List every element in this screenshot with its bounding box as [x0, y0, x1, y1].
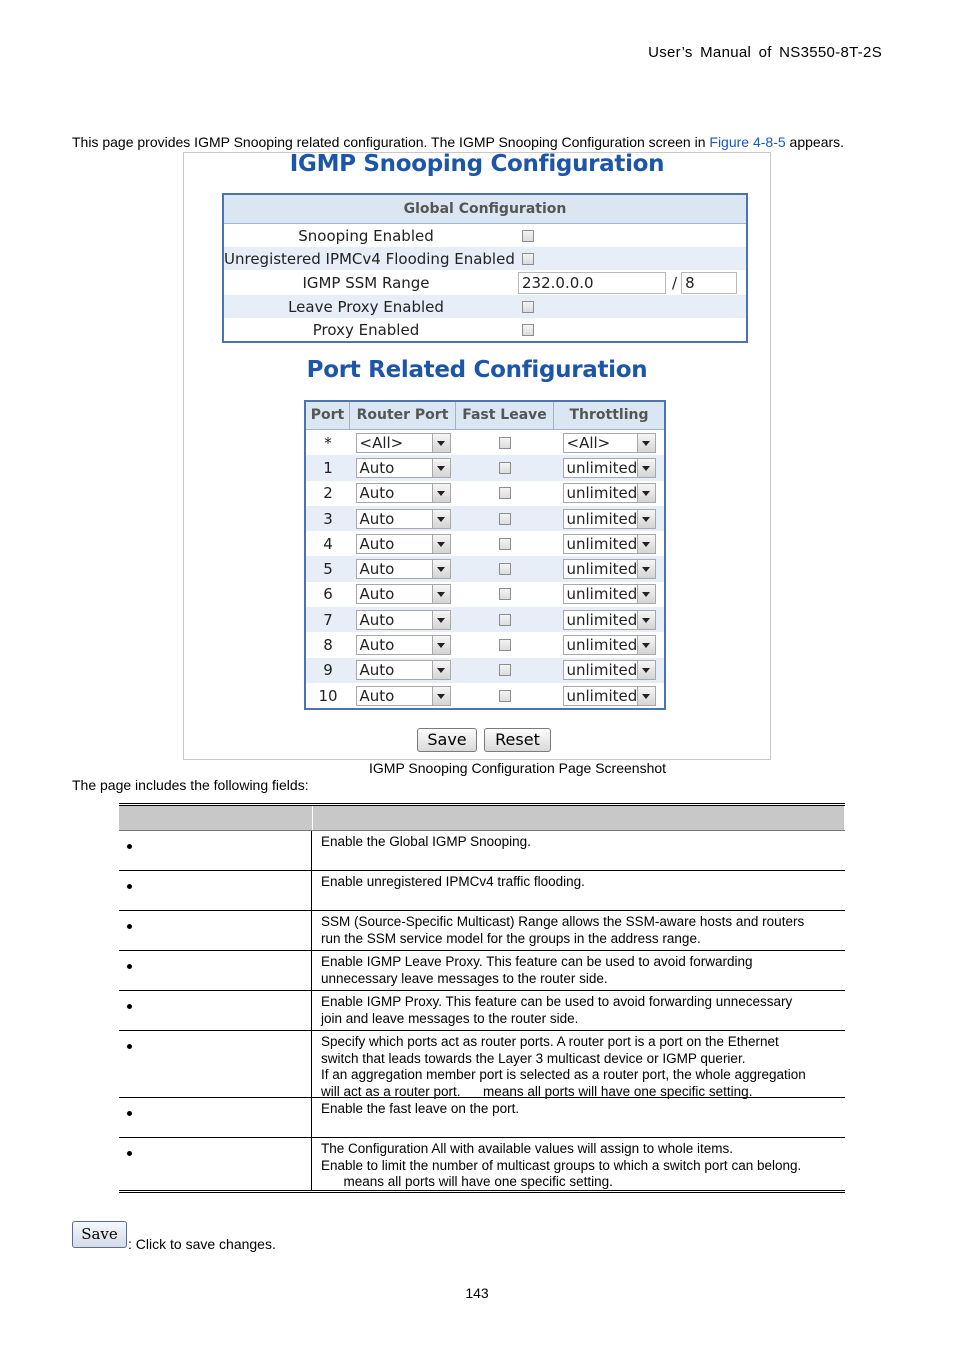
chevron-down-icon[interactable] [432, 611, 450, 629]
fast-leave-checkbox[interactable] [499, 538, 511, 550]
field-description-cell [312, 951, 845, 990]
port-row [306, 531, 664, 556]
throttling-cell [554, 509, 664, 529]
port-row [306, 632, 664, 657]
port-number: * [324, 433, 332, 452]
description-line: Enable the Global IGMP Snooping. [321, 834, 531, 849]
field-description-cell [312, 871, 845, 910]
chevron-down-icon[interactable] [432, 560, 450, 578]
snooping-enabled-label: Snooping Enabled [298, 226, 434, 245]
proxy-enabled-checkbox[interactable] [522, 324, 534, 336]
field-object-cell [119, 911, 312, 950]
router-port-value: Auto [359, 585, 395, 604]
fast-leave-cell [456, 563, 554, 575]
router-port-value: Auto [359, 509, 395, 528]
port-config-title: Port Related Configuration [306, 357, 648, 383]
figure-caption: IGMP Snooping Configuration Page Screenshot [369, 760, 667, 776]
page-header: User’s Manual of NS3550-8T-2S [648, 44, 882, 61]
throttling-select[interactable] [563, 483, 656, 503]
chevron-down-icon[interactable] [432, 661, 450, 679]
port-config-table [304, 400, 666, 710]
chevron-down-icon[interactable] [432, 434, 450, 452]
fast-leave-cell [456, 487, 554, 499]
port-number: 3 [323, 509, 333, 528]
throttling-select[interactable] [563, 610, 656, 630]
port-row [306, 481, 664, 506]
header-description-cell [313, 806, 845, 830]
igmp-config-title: IGMP Snooping Configuration [289, 151, 665, 177]
router-port-select[interactable] [356, 610, 451, 630]
chevron-down-icon[interactable] [432, 484, 450, 502]
fast-leave-checkbox[interactable] [499, 563, 511, 575]
fast-leave-cell [456, 690, 554, 702]
field-description-cell [312, 1031, 845, 1097]
fast-leave-cell [456, 614, 554, 626]
field-row [119, 1030, 845, 1097]
throttling-value: unlimited [566, 610, 638, 629]
router-port-select[interactable] [356, 509, 451, 529]
bullet-icon [127, 964, 132, 969]
router-port-select[interactable] [356, 433, 451, 453]
router-port-value: Auto [359, 636, 395, 655]
global-row-leave-proxy [224, 295, 746, 318]
port-row [306, 658, 664, 683]
throttling-cell [554, 686, 664, 706]
bullet-icon [127, 844, 132, 849]
router-port-select[interactable] [356, 458, 451, 478]
description-line: means all ports will have one specific setting. [321, 1174, 613, 1189]
col-throttling: Throttling [569, 407, 649, 423]
field-object-cell [119, 1098, 312, 1137]
col-port: Port [306, 402, 350, 429]
fast-leave-checkbox[interactable] [499, 690, 511, 702]
throttling-select[interactable] [563, 509, 656, 529]
router-port-select[interactable] [356, 483, 451, 503]
throttling-select[interactable] [563, 584, 656, 604]
field-row [119, 1097, 845, 1137]
router-port-select[interactable] [356, 584, 451, 604]
fast-leave-checkbox[interactable] [499, 614, 511, 626]
throttling-select[interactable] [563, 458, 656, 478]
field-row [119, 990, 845, 1030]
router-port-cell [350, 534, 456, 554]
port-row [306, 430, 664, 455]
throttling-value: unlimited [566, 686, 638, 705]
throttling-select[interactable] [563, 686, 656, 706]
throttling-value: unlimited [566, 509, 638, 528]
fast-leave-cell [456, 437, 554, 449]
router-port-cell [350, 559, 456, 579]
router-port-cell [350, 584, 456, 604]
throttling-cell [554, 483, 664, 503]
port-row [306, 683, 664, 708]
port-row [306, 607, 664, 632]
save-button[interactable]: Save [417, 728, 477, 752]
chevron-down-icon[interactable] [432, 535, 450, 553]
router-port-select[interactable] [356, 686, 451, 706]
router-port-cell [350, 458, 456, 478]
chevron-down-icon[interactable] [637, 611, 654, 629]
router-port-value: Auto [359, 661, 395, 680]
port-row [306, 506, 664, 531]
field-description-cell [312, 991, 845, 1030]
throttling-value: unlimited [566, 534, 638, 553]
port-number: 4 [323, 534, 333, 553]
fields-table-header [119, 806, 845, 831]
page-number: 143 [465, 1285, 489, 1301]
field-object-cell [119, 991, 312, 1030]
global-row-flooding [224, 247, 746, 270]
intro-text-before: This page provides IGMP Snooping related configuration. The IGMP Snooping Configuration screen in [72, 134, 710, 150]
fast-leave-checkbox[interactable] [499, 513, 511, 525]
port-row [306, 455, 664, 480]
intro-paragraph [72, 134, 844, 150]
flooding-enabled-label: Unregistered IPMCv4 Flooding Enabled [224, 249, 515, 268]
chevron-down-icon[interactable] [637, 459, 654, 477]
port-table-header [306, 402, 664, 430]
description-line: The Configuration All with available values will assign to whole items. [321, 1141, 733, 1156]
port-rows [306, 430, 664, 708]
field-description-cell [312, 911, 845, 950]
throttling-select[interactable] [563, 433, 656, 453]
throttling-select[interactable] [563, 559, 656, 579]
chevron-down-icon[interactable] [432, 636, 450, 654]
chevron-down-icon[interactable] [637, 484, 654, 502]
throttling-select[interactable] [563, 660, 656, 680]
field-object-cell [119, 1138, 312, 1190]
router-port-cell [350, 433, 456, 453]
throttling-value: <All> [566, 433, 611, 452]
bullet-icon [127, 1044, 132, 1049]
throttling-value: unlimited [566, 560, 638, 579]
throttling-cell [554, 610, 664, 630]
global-config-heading: Global Configuration [224, 195, 746, 224]
description-line: Enable IGMP Proxy. This feature can be used to avoid forwarding unnecessary [321, 994, 793, 1009]
throttling-cell [554, 584, 664, 604]
bullet-icon [127, 1111, 132, 1116]
flooding-enabled-checkbox[interactable] [522, 253, 534, 265]
port-number: 5 [323, 560, 333, 579]
fast-leave-cell [456, 664, 554, 676]
router-port-cell [350, 660, 456, 680]
field-row [119, 1137, 845, 1190]
router-port-cell [350, 686, 456, 706]
router-port-value: Auto [359, 686, 395, 705]
fast-leave-checkbox[interactable] [499, 639, 511, 651]
port-number: 2 [323, 484, 333, 503]
chevron-down-icon[interactable] [637, 510, 654, 528]
throttling-value: unlimited [566, 484, 638, 503]
chevron-down-icon[interactable] [637, 661, 654, 679]
global-row-ssm-range [224, 270, 746, 295]
field-object-cell [119, 831, 312, 870]
throttling-value: unlimited [566, 636, 638, 655]
description-line: Enable IGMP Leave Proxy. This feature can be used to avoid forwarding [321, 954, 753, 969]
figure-link[interactable]: Figure 4-8-5 [709, 134, 786, 150]
description-line: switch that leads towards the Layer 3 multicast device or IGMP querier. [321, 1050, 746, 1066]
fast-leave-checkbox[interactable] [499, 664, 511, 676]
router-port-value: Auto [359, 560, 395, 579]
leave-proxy-label: Leave Proxy Enabled [288, 297, 444, 316]
fast-leave-checkbox[interactable] [499, 462, 511, 474]
global-row-proxy [224, 318, 746, 341]
router-port-cell [350, 635, 456, 655]
field-row [119, 870, 845, 910]
port-row [306, 556, 664, 581]
field-object-cell [119, 871, 312, 910]
chevron-down-icon[interactable] [637, 585, 654, 603]
fast-leave-cell [456, 513, 554, 525]
throttling-cell [554, 433, 664, 453]
fields-table [119, 803, 845, 1193]
leave-proxy-checkbox[interactable] [522, 301, 534, 313]
bullet-icon [127, 884, 132, 889]
bullet-icon [127, 924, 132, 929]
description-line: Enable the fast leave on the port. [321, 1101, 520, 1116]
router-port-select[interactable] [356, 660, 451, 680]
save-button-illustration: Save [72, 1221, 127, 1248]
description-line: will act as a router port. means all ports will have one specific setting. [321, 1083, 753, 1099]
port-number: 6 [323, 585, 333, 604]
throttling-select[interactable] [563, 534, 656, 554]
field-description-cell [312, 1138, 845, 1190]
throttling-select[interactable] [563, 635, 656, 655]
chevron-down-icon[interactable] [637, 434, 655, 452]
chevron-down-icon[interactable] [637, 636, 654, 654]
description-line: Enable to limit the number of multicast groups to which a switch port can belong. [321, 1157, 802, 1173]
chevron-down-icon[interactable] [432, 459, 450, 477]
fast-leave-cell [456, 538, 554, 550]
field-description-cell [312, 1098, 845, 1137]
proxy-enabled-label: Proxy Enabled [312, 320, 420, 339]
router-port-select[interactable] [356, 534, 451, 554]
header-object-cell [119, 806, 313, 830]
chevron-down-icon[interactable] [432, 687, 450, 705]
description-line: If an aggregation member port is selected as a router port, the whole aggregation [321, 1067, 806, 1082]
chevron-down-icon[interactable] [637, 687, 654, 705]
throttling-value: unlimited [566, 585, 638, 604]
fields-intro: The page includes the following fields: [72, 777, 309, 793]
snooping-enabled-checkbox[interactable] [522, 230, 534, 242]
intro-text-after: appears. [785, 134, 845, 150]
fast-leave-cell [456, 639, 554, 651]
chevron-down-icon[interactable] [432, 510, 450, 528]
chevron-down-icon[interactable] [432, 585, 450, 603]
description-rows [119, 831, 845, 1190]
screenshot-frame [183, 152, 771, 760]
ssm-mask-input[interactable]: 8 [681, 272, 737, 294]
ssm-separator: / [672, 273, 678, 292]
fast-leave-cell [456, 462, 554, 474]
throttling-cell [554, 458, 664, 478]
router-port-value: <All> [359, 433, 404, 452]
throttling-cell [554, 559, 664, 579]
description-line: run the SSM service model for the groups in the address range. [321, 930, 701, 946]
global-config-table [222, 193, 748, 343]
fast-leave-checkbox[interactable] [499, 588, 511, 600]
throttling-cell [554, 534, 664, 554]
ssm-range-label: IGMP SSM Range [302, 273, 430, 292]
router-port-value: Auto [359, 458, 395, 477]
port-number: 1 [323, 458, 333, 477]
ssm-address-input[interactable]: 232.0.0.0 [518, 272, 666, 294]
field-row [119, 950, 845, 990]
router-port-cell [350, 483, 456, 503]
save-note-text: : Click to save changes. [128, 1236, 276, 1252]
fast-leave-checkbox[interactable] [499, 437, 511, 449]
router-port-value: Auto [359, 484, 395, 503]
description-line: Specify which ports act as router ports. A router port is a port on the Ethernet [321, 1034, 779, 1049]
chevron-down-icon[interactable] [637, 535, 654, 553]
field-object-cell [119, 951, 312, 990]
router-port-cell [350, 610, 456, 630]
bullet-icon [127, 1004, 132, 1009]
global-row-snooping [224, 224, 746, 247]
port-number: 9 [323, 661, 333, 680]
field-row [119, 910, 845, 950]
chevron-down-icon[interactable] [637, 560, 654, 578]
col-fast-leave: Fast Leave [456, 402, 554, 429]
field-row [119, 831, 845, 870]
throttling-value: unlimited [566, 458, 638, 477]
description-line: unnecessary leave messages to the router side. [321, 970, 608, 986]
col-router-port: Router Port [350, 402, 456, 429]
throttling-cell [554, 660, 664, 680]
router-port-value: Auto [359, 534, 395, 553]
fast-leave-checkbox[interactable] [499, 487, 511, 499]
router-port-select[interactable] [356, 559, 451, 579]
description-line: join and leave messages to the router side. [321, 1010, 579, 1026]
port-number: 7 [323, 610, 333, 629]
throttling-cell [554, 635, 664, 655]
router-port-select[interactable] [356, 635, 451, 655]
router-port-value: Auto [359, 610, 395, 629]
router-port-cell [350, 509, 456, 529]
description-line: Enable unregistered IPMCv4 traffic flooding. [321, 874, 585, 889]
port-number: 8 [323, 636, 333, 655]
bullet-icon [127, 1151, 132, 1156]
field-description-cell [312, 831, 845, 870]
throttling-value: unlimited [566, 661, 638, 680]
fast-leave-cell [456, 588, 554, 600]
description-line: SSM (Source-Specific Multicast) Range allows the SSM-aware hosts and routers [321, 914, 805, 929]
field-object-cell [119, 1031, 312, 1097]
port-number: 10 [318, 686, 338, 705]
reset-button[interactable]: Reset [484, 728, 551, 752]
port-row [306, 582, 664, 607]
